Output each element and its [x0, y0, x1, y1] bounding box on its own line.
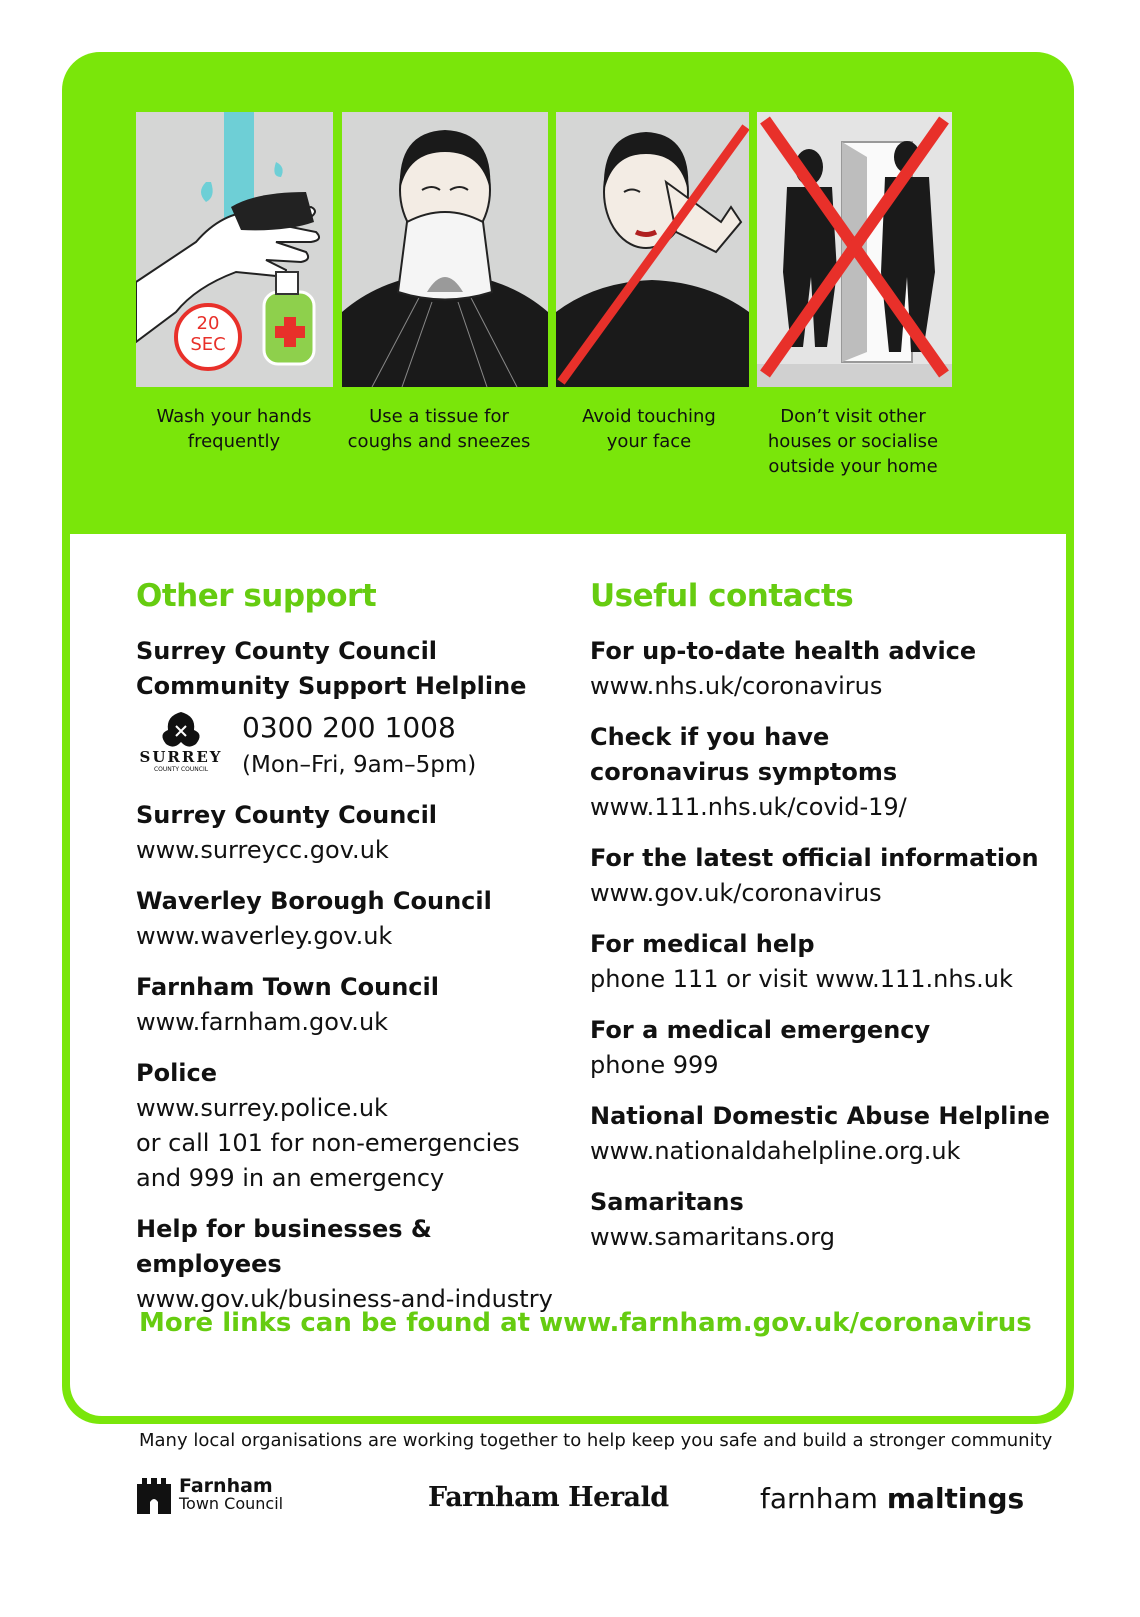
partner-logos [0, 1474, 1140, 1534]
support-entry-title: Waverley Borough Council [136, 887, 492, 915]
tile-caption-wash: Wash your hands frequently [156, 406, 312, 452]
contact-entry-title: For the latest official information [590, 844, 1039, 872]
farnham-town-council-logo [135, 1476, 283, 1514]
support-entry-title: Farnham Town Council [136, 973, 439, 1001]
support-entry-title: Police [136, 1059, 218, 1087]
svg-text:20: 20 [196, 313, 220, 334]
helpline-phone: 0300 200 1008 [242, 711, 456, 744]
contact-entry-title: For a medical emergency [590, 1016, 931, 1044]
advice-illustrations [136, 112, 966, 387]
contact-entry-title: Samaritans [590, 1188, 744, 1216]
support-entry [136, 884, 566, 954]
support-entry [136, 1056, 566, 1196]
surrey-county-council-logo [136, 708, 236, 778]
farnham-herald-logo: Farnham Herald [428, 1482, 669, 1513]
farnham-maltings-logo [760, 1482, 1024, 1515]
support-entry-link[interactable]: www.farnham.gov.uk [136, 1008, 389, 1036]
contact-entry-title: For medical help [590, 930, 815, 958]
maltings-logo-a: farnham [760, 1482, 887, 1515]
support-entry-link[interactable]: www.gov.uk/business-and-industry [136, 1285, 553, 1313]
contact-entry [590, 927, 1050, 997]
support-entry-link[interactable]: www.surreycc.gov.uk [136, 836, 389, 864]
contact-entry-title: For up-to-date health advice [590, 637, 977, 665]
contact-entry-link[interactable]: www.samaritans.org [590, 1223, 835, 1251]
contact-entry [590, 1099, 1050, 1169]
support-entry-title: Help for businesses & employees [136, 1215, 432, 1278]
support-entry [136, 1212, 566, 1317]
contact-entry [590, 841, 1050, 911]
castle-icon [135, 1476, 173, 1514]
helpline-title: Surrey County Council Community Support Helpline [136, 637, 527, 700]
more-links[interactable]: More links can be found at www.farnham.gov.uk/coronavirus [139, 1308, 1032, 1338]
support-entry [136, 970, 566, 1040]
tissue-illustration [342, 112, 548, 387]
useful-contacts-section [590, 578, 1050, 1271]
contact-entry-title: National Domestic Abuse Helpline [590, 1102, 1050, 1130]
farnham-logo-line1: Farnham [179, 1475, 273, 1497]
contact-entry-link[interactable]: phone 999 [590, 1051, 719, 1079]
helpline-contact [136, 708, 566, 782]
helpline-entry [136, 634, 566, 704]
contact-entry [590, 1013, 1050, 1083]
support-entry-link[interactable]: www.waverley.gov.uk [136, 922, 393, 950]
support-entry-title: Surrey County Council [136, 801, 438, 829]
svg-text:SEC: SEC [190, 334, 226, 355]
contact-entry-link[interactable]: www.nationaldahelpline.org.uk [590, 1137, 961, 1165]
surrey-logo-sub: COUNTY COUNCIL [153, 766, 209, 773]
tile-caption-face: Avoid touching your face [582, 406, 716, 452]
wash-hands-illustration [136, 112, 333, 387]
contact-entry [590, 1185, 1050, 1255]
contact-entry-link[interactable]: www.gov.uk/coronavirus [590, 879, 882, 907]
maltings-logo-b: maltings [886, 1482, 1025, 1515]
other-support-section [136, 578, 566, 1333]
contact-entry-link[interactable]: www.nhs.uk/coronavirus [590, 672, 883, 700]
tile-caption-visit: Don’t visit other houses or socialise outside your home [767, 406, 939, 477]
other-support-heading: Other support [136, 578, 377, 614]
support-entry [136, 798, 566, 868]
contact-entry-link[interactable]: www.111.nhs.uk/covid-19/ [590, 793, 907, 821]
face-touching-illustration [556, 112, 749, 387]
footer-statement: Many local organisations are working together to help keep you safe and build a stronger community [139, 1430, 1053, 1451]
helpline-hours: (Mon–Fri, 9am–5pm) [242, 752, 477, 778]
contact-entry-title: Check if you have coronavirus symptoms [590, 723, 898, 786]
useful-contacts-heading: Useful contacts [590, 578, 854, 614]
tile-caption-tissue: Use a tissue for coughs and sneezes [347, 406, 531, 452]
farnham-logo-line2: Town Council [179, 1494, 284, 1513]
surrey-logo-text: SURREY [139, 748, 223, 766]
support-entry-link[interactable]: www.surrey.police.uk or call 101 for non-emergencies and 999 in an emergency [136, 1094, 520, 1192]
contact-entry [590, 634, 1050, 704]
contact-entry [590, 720, 1050, 825]
contact-entry-link[interactable]: phone 111 or visit www.111.nhs.uk [590, 965, 1013, 993]
no-visiting-illustration [757, 112, 952, 387]
